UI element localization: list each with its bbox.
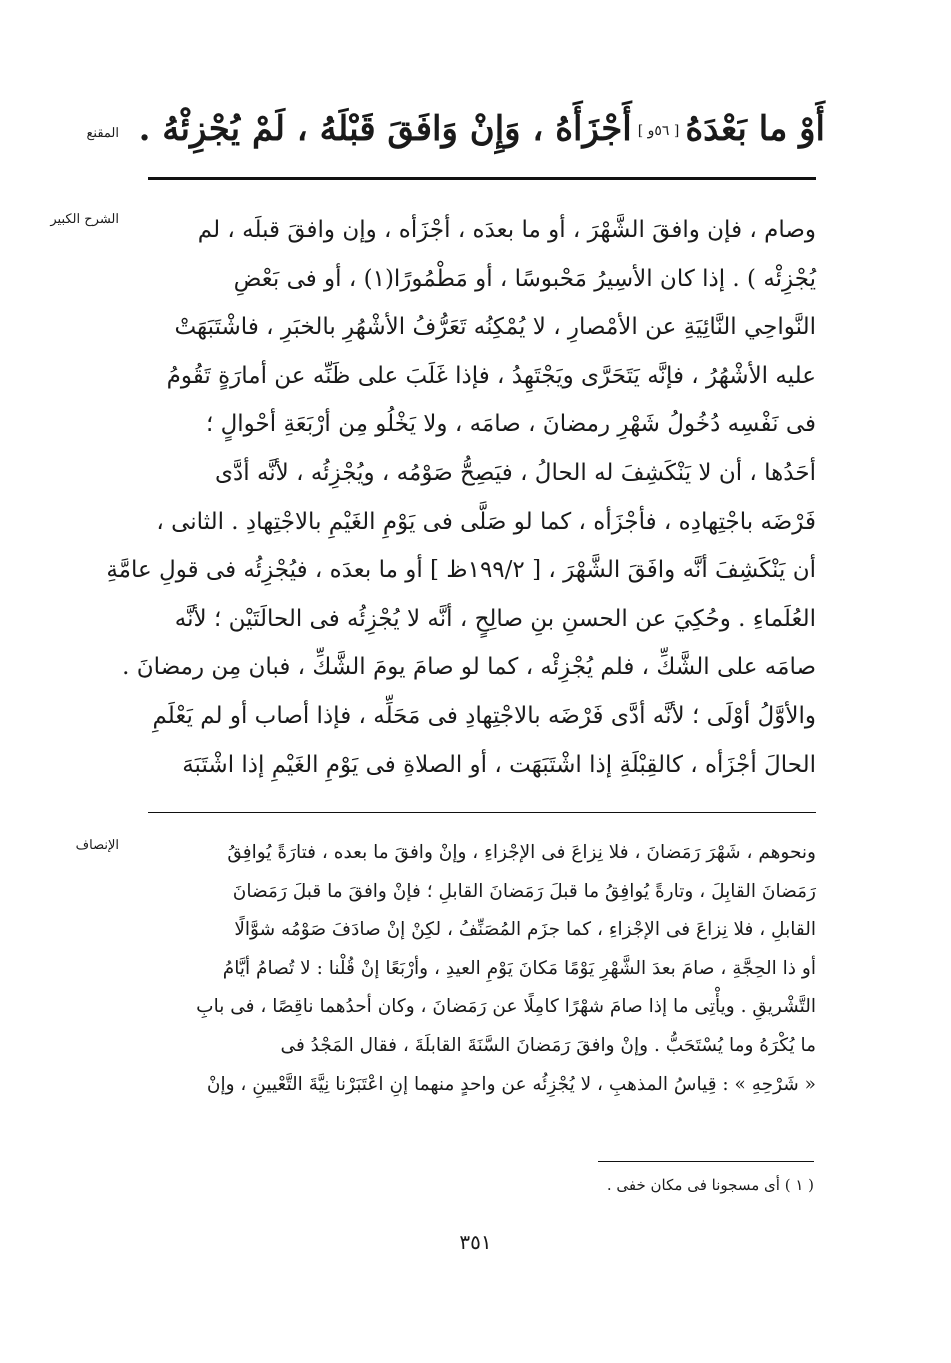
manuscript-page-ref: [ ٥٦و ] [637, 123, 680, 139]
sharh-line: النَّواحِي النَّائِيَةِ عن الأمْصارِ ، لا يُمْكِنُه تَعَرُّفُ الأشْهُرِ بالخبَرِ ، فاشْتَبَهَتْ [174, 314, 816, 341]
sharh-line: فَرْضَه باجْتِهادِه ، فأجْزَأه ، كما لو صَلَّى فى يَوْمِ الغَيْمِ بالاجْتِهادِ . الثانى ، [156, 508, 816, 535]
muqni-text-part-a: أَوْ ما بَعْدَهُ [685, 109, 825, 149]
sharh-line: أن يَنْكَشِفَ أنَّه وافَقَ الشَّهْرَ ، [ ١٩٩/٢ظ ] أو ما بعدَه ، فيُجْزِئُه فى قولِ عامَّةِ [106, 557, 816, 584]
sharh-line: فى نَفْسِه دُخُولُ شَهْرِ رمضانَ ، صامَه ، ولا يَخْلُو مِن أرْبَعَةِ أحْوالٍ ؛ [205, 411, 816, 438]
sharh-line: أحَدُها ، أن لا يَنْكَشِفَ له الحالُ ، فيَصِحُّ صَوْمُه ، ويُجْزِئُه ، لأنَّه أدَّى [215, 459, 816, 486]
side-label-insaf: الإنصاف [75, 838, 119, 853]
sharh-line: يُجْزِئْه ) . إذا كان الأسِيرُ مَحْبوسًا ، أو مَطْمُورًا(١) ، أو فى بَعْضِ [233, 265, 816, 292]
sharh-line: والأوَّلُ أوْلَى ؛ لأنَّه أدَّى فَرْضَه بالاجْتِهادِ فى مَحَلِّه ، فإذا أصاب أو لم يَعْلَمِ [152, 702, 816, 729]
insaf-line: رَمَضانَ القابِلَ ، وتارةً يُوافِقُ ما قبلَ رَمَضانَ القابلِ ؛ فإنْ وافقَ ما قبلَ رَمَضانَ [232, 880, 816, 902]
header-divider [148, 177, 816, 180]
page-number: ٣٥١ [459, 1230, 492, 1254]
sharh-line: العُلَماءِ . وحُكِيَ عن الحسنِ بنِ صالِحٍ ، أنَّه لا يُجْزِئُه فى الحالَتَيْن ؛ لأنَّه [174, 605, 816, 632]
sharh-line: وصام ، فإن وافقَ الشَّهْرَ ، أو ما بعدَه ، أجْزَأه ، وإن وافقَ قبلَه ، لم [197, 217, 816, 243]
insaf-line: « شَرْحِهِ » : قِياسُ المذهبِ ، لا يُجْزِئُه عن واحدٍ منهما إنِ اعْتَبَرْنا نِيَّةَ التَّعْيينِ ، وإنْ [206, 1073, 816, 1095]
sharh-text [106, 206, 816, 789]
sharh-line: عليه الأشْهُرُ ، فإنَّه يَتَحَرَّى ويَجْتَهِدُ ، فإذا غَلَبَ على ظَنِّه عن أمارَةٍ تَقُومُ [166, 362, 816, 389]
insaf-line: القابلِ ، فلا نِزاعَ فى الإجْزاءِ ، كما جزَم المُصَنِّفُ ، لكِنْ إنْ صادَفَ صَوْمُه شوَّالًا [234, 919, 816, 941]
insaf-line: ونحوهم ، شَهْرَ رَمَضانَ ، فلا نِزاعَ فى الإجْزاءِ ، وإنْ وافقَ ما بعده ، فتارَةً يُوافِقُ [227, 842, 816, 863]
insaf-text [148, 834, 816, 1104]
side-label-muqni: المقنع [86, 126, 119, 141]
sharh-line: الحالَ أجْزَأه ، كالقِبْلَةِ إذا اشْتَبَهَت ، أو الصلاةِ فى يَوْمِ الغَيْمِ إذا اشْتَبَهَ [182, 751, 816, 778]
side-label-sharh: الشرح الكبير [50, 212, 119, 227]
section-divider [148, 812, 816, 813]
muqni-text [138, 105, 825, 155]
insaf-line: التَّشْريقِ . ويأْتِى ما إذا صامَ شهْرًا كامِلًا عن رَمَضانَ ، وكان أحدُهما ناقِصًا ، فى بابِ [196, 996, 816, 1018]
insaf-line: ما يُكْرَهُ وما يُسْتَحَبُّ . وإنْ وافقَ رَمَضانَ السَّنَةَ القابلَةَ ، فقال المَجْدُ فى [280, 1034, 816, 1056]
muqni-text-part-b: أَجْزَأَهُ ، وَإِنْ وَافَقَ قَبْلَهُ ، لَمْ يُجْزِئْهُ . [138, 109, 632, 149]
insaf-line: أو ذا الحِجَّةِ ، صامَ بعدَ الشَّهْرِ يَوْمًا مَكانَ يَوْمِ العيدِ ، وأرْبَعًا إنْ قُلْنا : لا تُصامُ أيَّامُ [222, 957, 816, 979]
footnote-divider [598, 1161, 814, 1162]
sharh-line: صامَه على الشَّكِّ ، فلم يُجْزِئْه ، كما لو صامَ يومَ الشَّكِّ ، فبان مِن رمضانَ . [122, 654, 816, 681]
footnote: ( ١ ) أى مسجونا فى مكان خفى . [606, 1176, 814, 1194]
